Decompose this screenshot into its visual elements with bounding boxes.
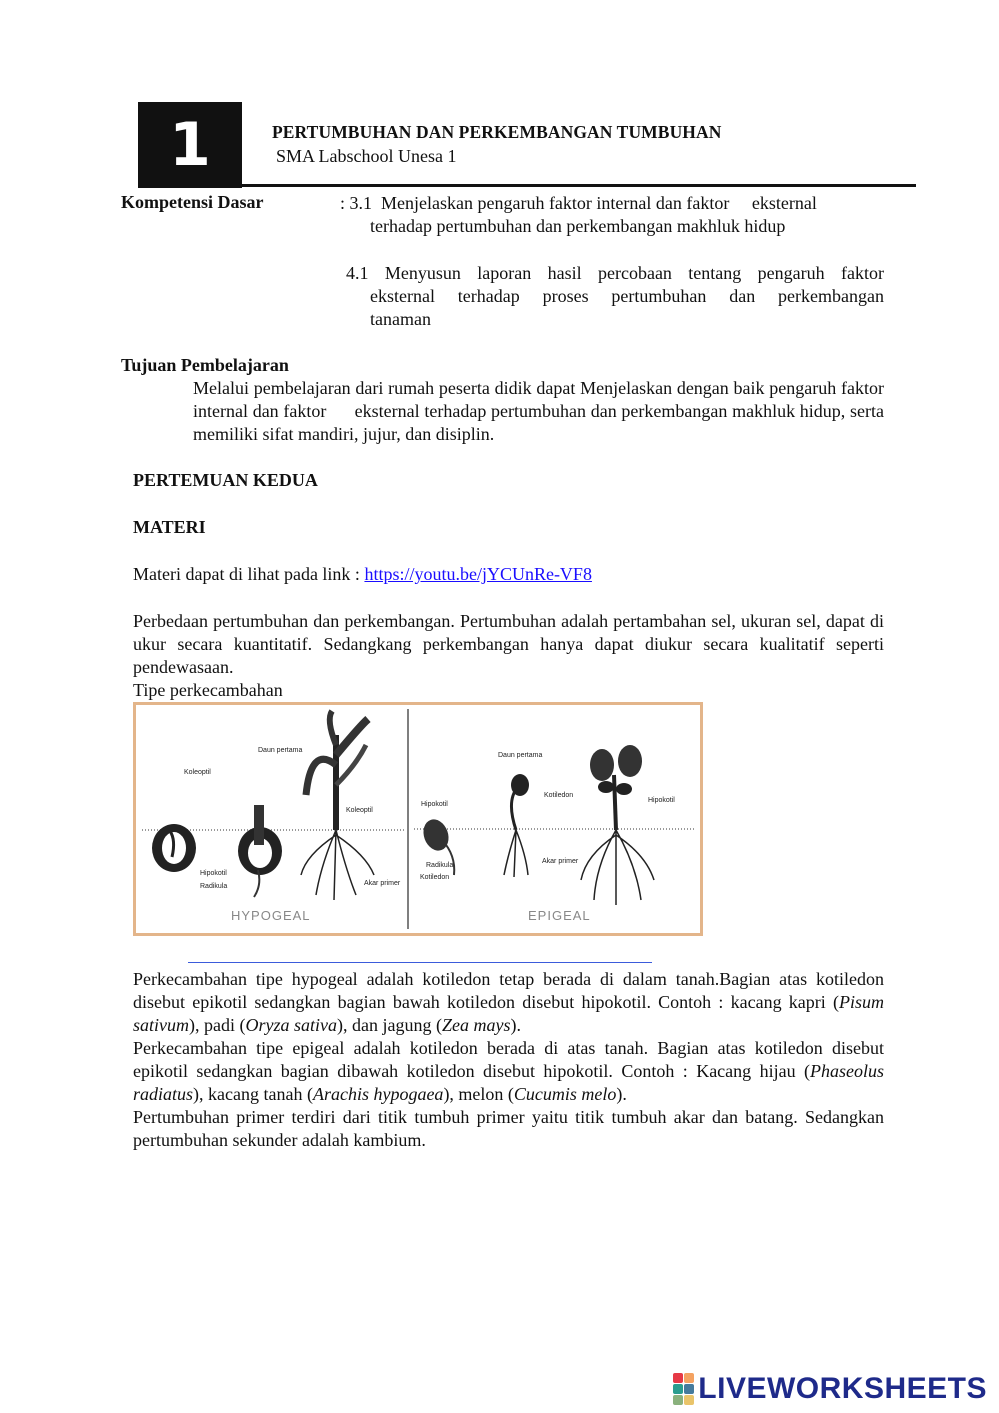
epigeal-species-1: Phaseolus radiatus <box>133 1061 884 1104</box>
label-daun-pertama: Daun pertama <box>258 747 303 754</box>
epigeal-species-2: Arachis hypogaea <box>312 1084 444 1104</box>
liveworksheets-wordmark: LIVEWORKSHEETS <box>698 1372 987 1405</box>
kompetensi-item-2-line1: 4.1 Menyusun laporan hasil percobaan tentang pengaruh faktor <box>346 263 884 283</box>
caption-hypogeal: HYPOGEAL <box>231 908 311 923</box>
hypogeal-seed-2 <box>238 805 282 897</box>
chapter-number: 1 <box>169 110 211 180</box>
kompetensi-item-2-line3: tanaman <box>370 309 431 329</box>
hypogeal-species-3: Zea mays <box>441 1015 511 1035</box>
kompetensi-item-1 <box>340 192 884 238</box>
hypogeal-text-3: ), dan jagung ( <box>336 1015 442 1035</box>
hypogeal-species-1: Pisum sativum <box>133 992 884 1035</box>
label-daun-pertama-right: Daun pertama <box>498 752 543 759</box>
tujuan-label: Tujuan Pembelajaran <box>121 355 289 375</box>
caption-epigeal: EPIGEAL <box>528 908 591 923</box>
tipe-perkecambahan-label: Tipe perkecambahan <box>133 680 283 700</box>
explanation-section <box>133 968 884 1152</box>
hypogeal-seed-1 <box>152 824 196 872</box>
label-kotiledon-right: Kotiledon <box>420 874 450 881</box>
label-hipokotil-right: Hipokotil <box>648 797 675 804</box>
label-koleoptil-1: Koleoptil <box>184 769 211 776</box>
epigeal-species-3: Cucumis melo <box>513 1084 617 1104</box>
tujuan-text: Melalui pembelajaran dari rumah peserta didik dapat Menjelaskan dengan baik pengaruh faktor internal dan faktor eksternal terhadap pertumbuhan dan perkembangan makhluk hidup, serta memiliki sifat mandiri, jujur, dan disiplin. <box>193 378 889 444</box>
header-divider <box>242 184 916 187</box>
kompetensi-label: Kompetensi Dasar <box>121 192 264 212</box>
materi-heading: MATERI <box>133 517 206 537</box>
paragraph-pertumbuhan: Perbedaan pertumbuhan dan perkembangan. Pertumbuhan adalah pertambahan sel, ukuran sel, dapat di ukur secara kuantitatif. Sedangkang perkembangan hanya dapat diukur secara kualitatif seperti pendewasaan. <box>133 611 884 677</box>
liveworksheets-grid-icon <box>673 1373 694 1405</box>
pertemuan-heading: PERTEMUAN KEDUA <box>133 470 318 490</box>
kompetensi-item-1-line1: : 3.1 Menjelaskan pengaruh faktor internal dan faktor eksternal <box>340 193 817 213</box>
epigeal-paragraph <box>133 1037 884 1106</box>
hypogeal-species-2: Oryza sativa <box>245 1015 337 1035</box>
materi-link-line <box>133 564 592 585</box>
hypogeal-paragraph <box>133 968 884 1037</box>
epigeal-text-3: ), melon ( <box>443 1084 514 1104</box>
epigeal-seedling-1 <box>504 774 529 877</box>
epigeal-seedling-2 <box>581 745 654 905</box>
liveworksheets-logo[interactable] <box>673 1372 987 1406</box>
label-hipokotil-2: Hipokotil <box>421 801 448 808</box>
school-name: SMA Labschool Unesa 1 <box>276 146 457 166</box>
label-kotiledon-top: Kotiledon <box>544 792 574 799</box>
epigeal-text-2: ), kacang tanah ( <box>193 1084 313 1104</box>
label-radikula-right: Radikula <box>426 862 454 869</box>
epigeal-text-1: Perkecambahan tipe epigeal adalah kotiledon berada di atas tanah. Bagian atas kotiledon disebut epikotil sedangkan bagian dibawah kotiledon disebut hipokotil. Contoh : Kacang hijau ( <box>133 1038 884 1081</box>
germination-illustration <box>136 705 700 933</box>
page-title: PERTUMBUHAN DAN PERKEMBANGAN TUMBUHAN <box>272 122 722 142</box>
kompetensi-item-2-line2: eksternal terhadap proses pertumbuhan dan perkembangan <box>370 286 884 306</box>
maize-plant <box>301 711 374 900</box>
epigeal-text-4: ). <box>616 1084 627 1104</box>
primer-paragraph: Pertumbuhan primer terdiri dari titik tumbuh primer yaitu titik tumbuh akar dan batang. Sedangkan pertumbuhan sekunder adalah kambium. <box>133 1107 884 1150</box>
kompetensi-item-2 <box>346 262 884 331</box>
chapter-number-box <box>138 102 242 188</box>
label-koleoptil-2: Koleoptil <box>346 807 373 814</box>
germination-figure <box>133 702 703 936</box>
materi-video-link[interactable]: https://youtu.be/jYCUnRe-VF8 <box>364 564 592 584</box>
label-akar-primer-right: Akar primer <box>542 858 579 865</box>
label-hipokotil-left: Hipokotil <box>200 870 227 877</box>
hypogeal-text-1: Perkecambahan tipe hypogeal adalah kotiledon tetap berada di dalam tanah.Bagian atas kotiledon disebut epikotil sedangkan bagian bawah kotiledon disebut hipokotil. Contoh : kacang kapri ( <box>133 969 884 1012</box>
materi-link-prefix: Materi dapat di lihat pada link : <box>133 564 365 584</box>
hypogeal-text-2: ), padi ( <box>189 1015 246 1035</box>
hypogeal-text-4: ). <box>510 1015 521 1035</box>
kompetensi-item-1-line2: terhadap pertumbuhan dan perkembangan makhluk hidup <box>370 216 786 236</box>
label-radikula-left: Radikula <box>200 883 228 890</box>
label-akar-primer-left: Akar primer <box>364 880 401 887</box>
figure-underline <box>188 962 652 963</box>
